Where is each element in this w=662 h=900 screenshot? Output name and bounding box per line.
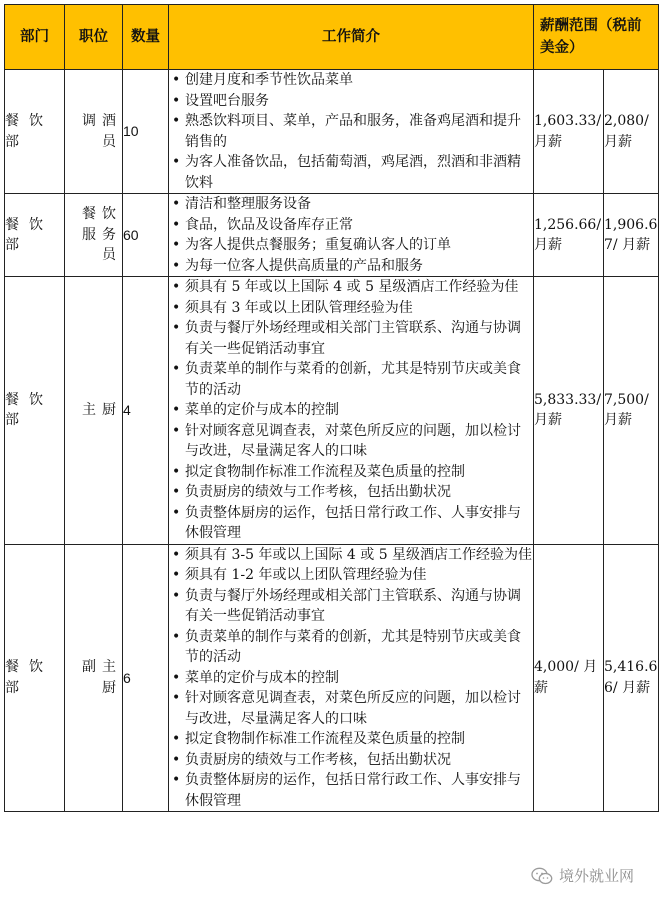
salary-low-cell: 1,256.66/ 月薪 — [534, 194, 604, 277]
wechat-chat-icon — [531, 867, 553, 885]
duty-item: • 为每一位客人提供高质量的产品和服务 — [169, 256, 533, 277]
duty-item: • 针对顾客意见调查表，对菜色所反应的问题，加以检讨与改进，尽量满足客人的口味 — [169, 421, 533, 462]
position-cell: 主厨 — [65, 277, 123, 545]
table-body — [5, 70, 659, 812]
duty-item: • 负责厨房的绩效与工作考核，包括出勤状况 — [169, 750, 533, 771]
header-description: 工作简介 — [169, 5, 534, 70]
duty-item: • 负责菜单的制作与菜肴的创新，尤其是特别节庆或美食节的活动 — [169, 359, 533, 400]
duty-item: • 负责整体厨房的运作，包括日常行政工作、人事安排与休假管理 — [169, 770, 533, 811]
dept-cell: 餐饮部 — [5, 544, 65, 812]
salary-high-cell: 2,080/月薪 — [604, 70, 659, 194]
table-row — [5, 194, 659, 277]
header-row — [5, 5, 659, 70]
quantity-cell: 6 — [123, 544, 169, 812]
duty-item: • 创建月度和季节性饮品菜单 — [169, 70, 533, 91]
quantity-cell: 10 — [123, 70, 169, 194]
salary-high-cell: 7,500/ 月薪 — [604, 277, 659, 545]
table-row — [5, 70, 659, 194]
table-row — [5, 277, 659, 545]
duty-item: • 负责整体厨房的运作，包括日常行政工作、人事安排与休假管理 — [169, 503, 533, 544]
duty-item: • 负责厨房的绩效与工作考核，包括出勤状况 — [169, 482, 533, 503]
duty-item: • 拟定食物制作标准工作流程及菜色质量的控制 — [169, 729, 533, 750]
salary-low-cell: 5,833.33/ 月薪 — [534, 277, 604, 545]
salary-high-cell: 5,416.66/ 月薪 — [604, 544, 659, 812]
duty-item: • 菜单的定价与成本的控制 — [169, 668, 533, 689]
duty-list — [169, 545, 533, 812]
position-cell: 调酒员 — [65, 70, 123, 194]
header-dept: 部门 — [5, 5, 65, 70]
description-cell — [169, 277, 534, 545]
header-quantity: 数量 — [123, 5, 169, 70]
position-cell: 副主厨 — [65, 544, 123, 812]
duty-list — [169, 277, 533, 544]
duty-item: • 负责与餐厅外场经理或相关部门主管联系、沟通与协调有关一些促销活动事宜 — [169, 586, 533, 627]
duty-item: • 针对顾客意见调查表，对菜色所反应的问题，加以检讨与改进，尽量满足客人的口味 — [169, 688, 533, 729]
watermark — [531, 865, 634, 886]
duty-item: • 须具有 3-5 年或以上国际 4 或 5 星级酒店工作经验为佳 — [169, 545, 533, 566]
duty-item: • 菜单的定价与成本的控制 — [169, 400, 533, 421]
duty-list — [169, 194, 533, 276]
header-salary: 薪酬范围（税前美金） — [534, 5, 659, 70]
description-cell — [169, 194, 534, 277]
duty-item: • 食品，饮品及设备库存正常 — [169, 215, 533, 236]
watermark-text: 境外就业网 — [558, 867, 634, 885]
salary-high-cell: 1,906.67/ 月薪 — [604, 194, 659, 277]
description-cell — [169, 70, 534, 194]
duty-item: • 负责菜单的制作与菜肴的创新，尤其是特别节庆或美食节的活动 — [169, 627, 533, 668]
duty-item: • 熟悉饮料项目、菜单，产品和服务，准备鸡尾酒和提升销售的 — [169, 111, 533, 152]
salary-low-cell: 4,000/ 月薪 — [534, 544, 604, 812]
header-position: 职位 — [65, 5, 123, 70]
duty-item: • 须具有 1-2 年或以上团队管理经验为佳 — [169, 565, 533, 586]
duty-item: • 负责与餐厅外场经理或相关部门主管联系、沟通与协调有关一些促销活动事宜 — [169, 318, 533, 359]
duty-item: • 为客人准备饮品，包括葡萄酒，鸡尾酒，烈酒和非酒精饮料 — [169, 152, 533, 193]
duty-item: • 拟定食物制作标准工作流程及菜色质量的控制 — [169, 462, 533, 483]
table-header — [5, 5, 659, 70]
position-cell: 餐饮服务员 — [65, 194, 123, 277]
duty-item: • 为客人提供点餐服务；重复确认客人的订单 — [169, 235, 533, 256]
salary-low-cell: 1,603.33/ 月薪 — [534, 70, 604, 194]
dept-cell: 餐饮部 — [5, 277, 65, 545]
duty-item: • 清洁和整理服务设备 — [169, 194, 533, 215]
description-cell — [169, 544, 534, 812]
quantity-cell: 4 — [123, 277, 169, 545]
duty-item: • 须具有 5 年或以上国际 4 或 5 星级酒店工作经验为佳 — [169, 277, 533, 298]
job-table — [4, 4, 659, 812]
duty-item: • 须具有 3 年或以上团队管理经验为佳 — [169, 298, 533, 319]
dept-cell: 餐饮部 — [5, 194, 65, 277]
quantity-cell: 60 — [123, 194, 169, 277]
duty-item: • 设置吧台服务 — [169, 91, 533, 112]
duty-list — [169, 70, 533, 193]
dept-cell: 餐饮部 — [5, 70, 65, 194]
table-row — [5, 544, 659, 812]
